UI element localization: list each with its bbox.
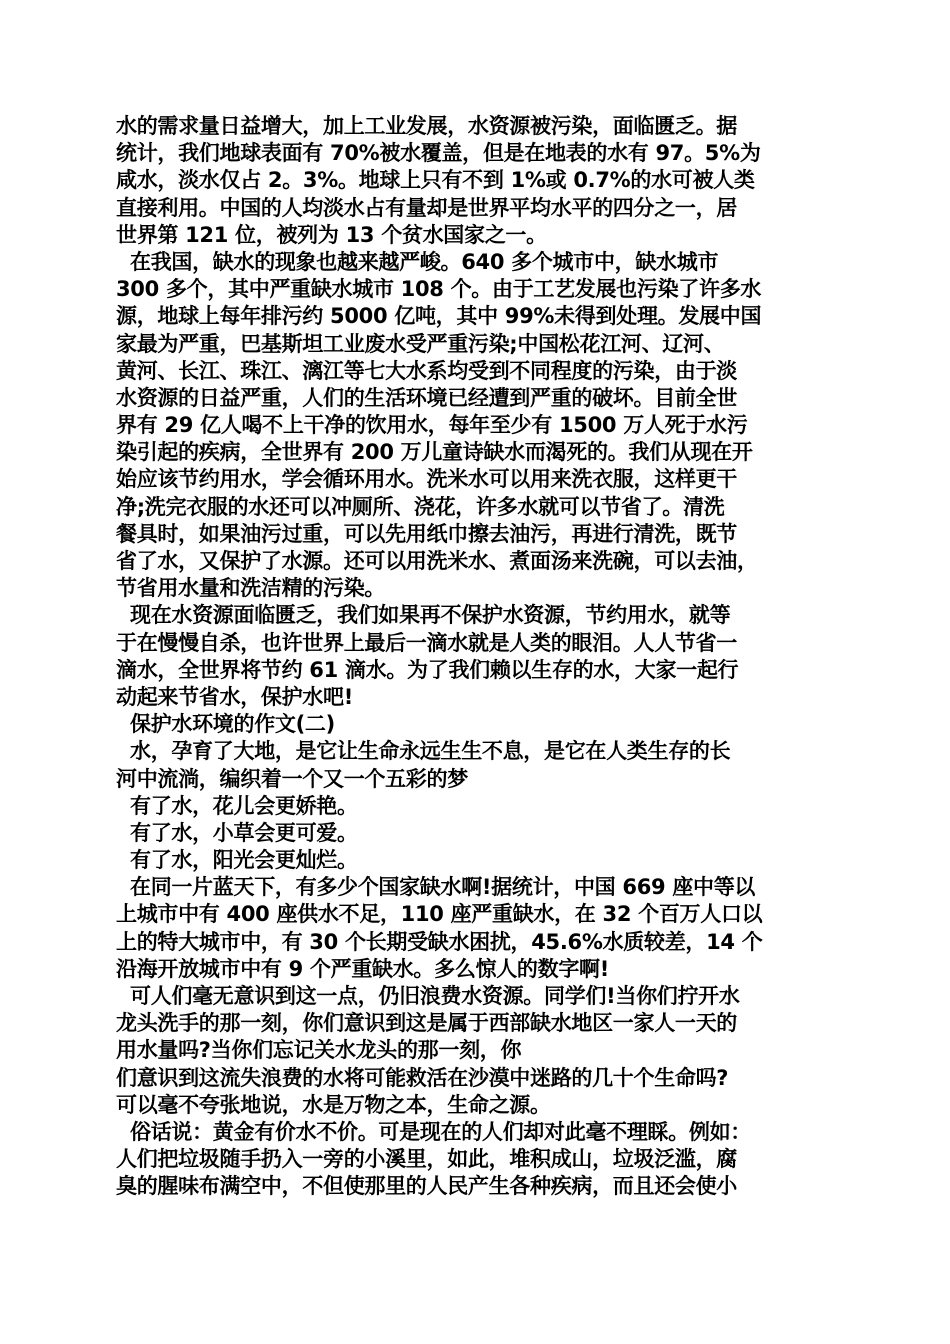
- text-line: 用水量吗?当你们忘记关水龙头的那一刻，你: [116, 1038, 522, 1063]
- text-line: 家最为严重，巴基斯坦工业废水受严重污染;中国松花江河、辽河、: [116, 331, 725, 356]
- text-line: 上城市中有 400 座供水不足，110 座严重缺水，在 32 个百万人口以: [116, 902, 763, 927]
- text-line: 世界第 121 位，被列为 13 个贫水国家之一。: [116, 222, 547, 247]
- text-line: 有了水，花儿会更娇艳。: [130, 793, 358, 818]
- text-line: 源，地球上每年排污约 5000 亿吨，其中 99%未得到处理。发展中国: [116, 304, 762, 329]
- text-line: 动起来节省水，保护水吧!: [116, 684, 353, 709]
- text-line: 咸水，淡水仅占 2。3%。地球上只有不到 1%或 0.7%的水可被人类: [116, 168, 755, 193]
- text-line: 水的需求量日益增大，加上工业发展，水资源被污染，面临匮乏。据: [116, 114, 737, 138]
- text-line: 沿海开放城市中有 9 个严重缺水。多么惊人的数字啊!: [116, 956, 610, 981]
- text-line: 水，孕育了大地，是它让生命永远生生不息，是它在人类生存的长: [130, 739, 731, 764]
- text-line: 染引起的疾病，全世界有 200 万儿童诗缺水而渴死的。我们从现在开: [116, 440, 753, 465]
- text-line: 在同一片蓝天下，有多少个国家缺水啊!据统计，中国 669 座中等以: [130, 875, 756, 900]
- text-line: 300 多个，其中严重缺水城市 108 个。由于工艺发展也污染了许多水: [116, 277, 762, 302]
- text-line: 保护水环境的作文(二): [130, 712, 335, 737]
- text-line: 可人们毫无意识到这一点，仍旧浪费水资源。同学们!当你们拧开水: [130, 984, 740, 1008]
- text-line: 人们把垃圾随手扔入一旁的小溪里，如此，堆积成山，垃圾泛滥，腐: [116, 1147, 737, 1172]
- text-line: 臭的腥味布满空中，不但使那里的人民产生各种疾病，而且还会使小: [116, 1174, 737, 1199]
- text-line: 在我国，缺水的现象也越来越严峻。640 多个城市中，缺水城市: [130, 249, 719, 274]
- text-line: 统计，我们地球表面有 70%被水覆盖，但是在地表的水有 97。5%为: [116, 141, 761, 166]
- text-line: 有了水，阳光会更灿烂。: [130, 848, 358, 873]
- text-line: 现在水资源面临匮乏，我们如果再不保护水资源，节约用水，就等: [130, 603, 731, 628]
- text-line: 节省用水量和洗洁精的污染。: [116, 576, 386, 601]
- text-line: 省了水，又保护了水源。还可以用洗米水、煮面汤来洗碗，可以去油，: [116, 549, 758, 573]
- text-line: 上的特大城市中，有 30 个长期受缺水困扰，45.6%水质较差，14 个: [116, 929, 763, 954]
- text-line: 俗话说：黄金有价水不价。可是现在的人们却对此毫不理睬。例如：: [130, 1119, 751, 1144]
- text-line: 有了水，小草会更可爱。: [130, 820, 358, 845]
- text-line: 餐具时，如果油污过重，可以先用纸巾擦去油污，再进行清洗，既节: [116, 521, 737, 546]
- text-line: 河中流淌，编织着一个又一个五彩的梦: [116, 766, 468, 791]
- text-line: 直接利用。中国的人均淡水占有量却是世界平均水平的四分之一，居: [116, 195, 737, 220]
- text-line: 可以毫不夸张地说，水是万物之本，生命之源。: [116, 1092, 551, 1117]
- text-line: 们意识到这流失浪费的水将可能救活在沙漠中迷路的几十个生命吗?: [116, 1065, 729, 1090]
- document-page: [116, 113, 851, 1201]
- text-line: 黄河、长江、珠江、漓江等七大水系均受到不同程度的污染，由于淡: [116, 358, 737, 383]
- text-line: 始应该节约用水，学会循环用水。洗米水可以用来洗衣服，这样更干: [116, 467, 737, 492]
- text-line: 净;洗完衣服的水还可以冲厕所、浇花，许多水就可以节省了。清洗: [116, 494, 725, 519]
- text-line: 于在慢慢自杀，也许世界上最后一滴水就是人类的眼泪。人人节省一: [116, 630, 737, 655]
- text-line: 界有 29 亿人喝不上干净的饮用水，每年至少有 1500 万人死于水污: [116, 413, 748, 438]
- text-line: 滴水，全世界将节约 61 滴水。为了我们赖以生存的水，大家一起行: [116, 657, 739, 682]
- text-line: 水资源的日益严重，人们的生活环境已经遭到严重的破坏。目前全世: [116, 385, 737, 410]
- text-line: 龙头洗手的那一刻，你们意识到这是属于西部缺水地区一家人一天的: [116, 1011, 737, 1036]
